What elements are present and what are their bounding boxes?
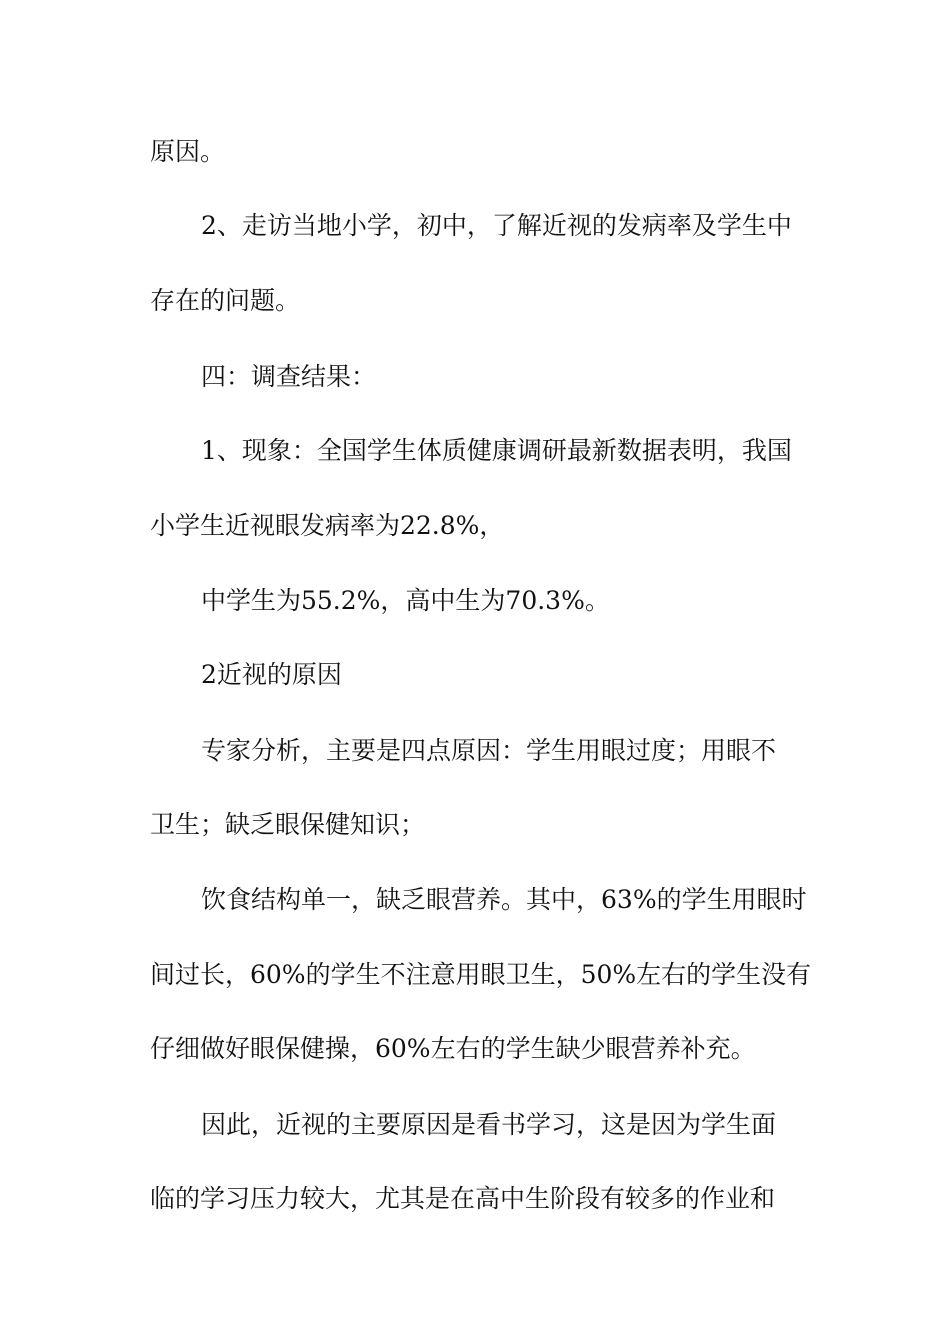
section-heading: 四：调查结果： [201, 362, 377, 391]
text-line: 2、走访当地小学，初中，了解近视的发病率及学生中 [201, 211, 792, 240]
text-line: 因此，近视的主要原因是看书学习，这是因为学生面 [201, 1110, 777, 1139]
text-line: 仔细做好眼保健操，60%左右的学生缺少眼营养补充。 [150, 1034, 756, 1063]
text-line: 原因。 [150, 137, 226, 166]
text-line: 饮食结构单一，缺乏眼营养。其中，63%的学生用眼时 [201, 885, 807, 914]
text-line: 存在的问题。 [150, 286, 301, 315]
text-line: 临的学习压力较大，尤其是在高中生阶段有较多的作业和 [150, 1184, 776, 1213]
text-line: 间过长，60%的学生不注意用眼卫生，50%左右的学生没有 [150, 960, 812, 989]
text-line: 小学生近视眼发病率为22.8%， [150, 511, 505, 540]
subsection-heading: 2近视的原因 [201, 660, 342, 689]
text-line: 1、现象：全国学生体质健康调研最新数据表明，我国 [201, 436, 792, 465]
text-line: 中学生为55.2%，高中生为70.3%。 [201, 586, 610, 615]
text-line: 卫生；缺乏眼保健知识； [150, 810, 426, 839]
text-line: 专家分析，主要是四点原因：学生用眼过度；用眼不 [201, 736, 777, 765]
